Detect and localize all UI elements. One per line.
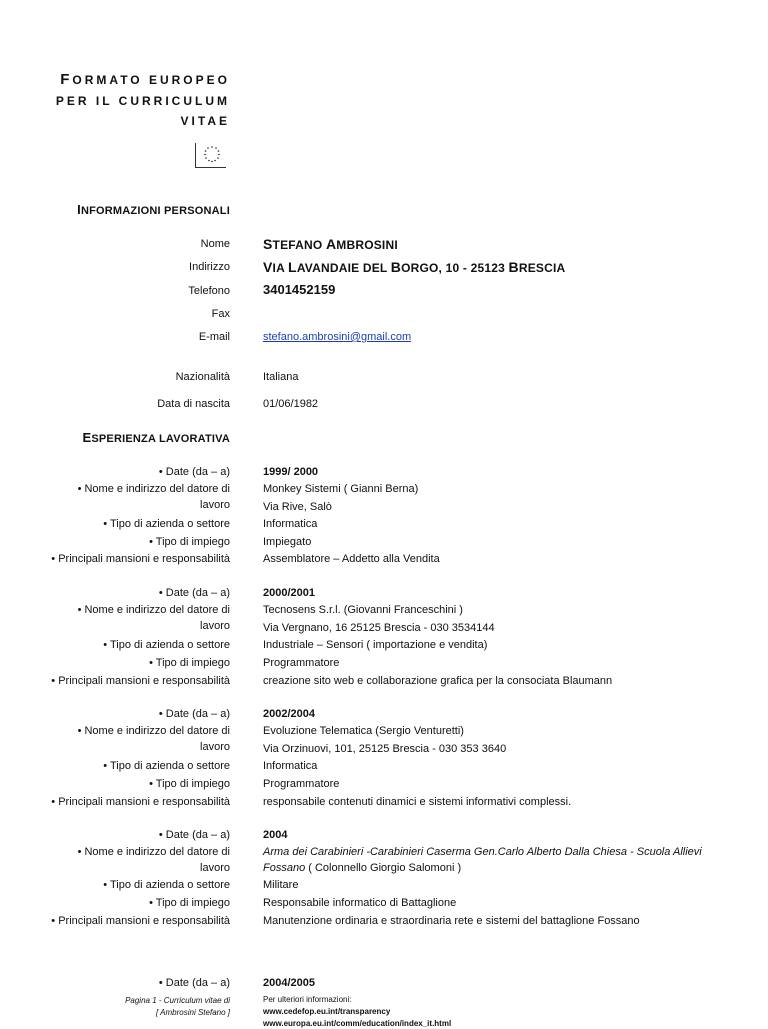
- entry-date: 2000/2001: [263, 587, 315, 599]
- employer-label-2: lavoro: [200, 741, 230, 753]
- addr-part: V: [263, 259, 273, 275]
- date-label: • Date (da – a): [158, 466, 230, 478]
- cv-title-line-1: [60, 73, 230, 87]
- nationality-value: Italiana: [263, 371, 299, 383]
- job-label: • Tipo di impiego: [149, 897, 230, 909]
- entry-address: Via Orzinuovi, 101, 25125 Brescia - 030 353 3640: [263, 743, 507, 755]
- birthdate-value: 01/06/1982: [263, 398, 319, 410]
- addr-part: ORGO, 10 - 25123: [401, 261, 509, 275]
- nationality-label: Nazionalità: [175, 371, 230, 383]
- entry-address: Via Vergnano, 16 25125 Brescia - 030 3534144: [263, 622, 495, 634]
- entry-sector: Informatica: [263, 760, 318, 772]
- name-initial-2: A: [325, 236, 337, 252]
- email-link[interactable]: stefano.ambrosini@gmail.com: [263, 331, 412, 343]
- heading-rest: NFORMAZIONI PERSONALI: [80, 205, 230, 217]
- addr-part: B: [508, 259, 519, 275]
- entry-date: 1999/ 2000: [263, 466, 319, 478]
- entry-date: 2004: [263, 829, 288, 841]
- address-label: Indirizzo: [189, 261, 230, 273]
- sector-label: • Tipo di azienda o settore: [103, 639, 230, 651]
- footer-page-line-1: Pagina 1 - Curriculum vitae di: [125, 996, 230, 1005]
- email-value: [263, 329, 733, 345]
- entry-job: Impiegato: [263, 536, 312, 548]
- employer-label: • Nome e indirizzo del datore di: [77, 483, 230, 495]
- entry-employer: Evoluzione Telematica (Sergio Venturetti): [263, 725, 464, 737]
- name-initial-1: S: [263, 236, 273, 252]
- address-value: [263, 259, 733, 276]
- birthdate-label: Data di nascita: [157, 398, 230, 410]
- work-experience-heading: [82, 430, 230, 445]
- title-rest: ORMATO EUROPEO: [72, 73, 230, 87]
- entry-employer: Arma dei Carabinieri -Carabinieri Caserma Gen.Carlo Alberto Dalla Chiesa - Scuola Allievi: [263, 846, 702, 858]
- entry-sector: Informatica: [263, 518, 318, 530]
- entry-employer: Tecnosens S.r.l. (Giovanni Franceschini ): [263, 604, 463, 616]
- addr-part: B: [390, 259, 402, 275]
- entry-duties: Assemblatore – Addetto alla Vendita: [263, 553, 440, 565]
- duties-label: • Principali mansioni e responsabilità: [51, 675, 230, 687]
- employer-label-2: lavoro: [200, 862, 230, 874]
- footer-page-line-2: [ Ambrosini Stefano ]: [156, 1008, 230, 1017]
- title-initial: F: [60, 71, 73, 88]
- name-label: Nome: [200, 238, 230, 250]
- entry-duties: Manutenzione ordinaria e straordinaria rete e sistemi del battaglione Fossano: [263, 915, 640, 927]
- duties-label: • Principali mansioni e responsabilità: [51, 915, 230, 927]
- phone-value: 3401452159: [263, 282, 336, 297]
- heading-rest: SPERIENZA LAVORATIVA: [91, 433, 230, 445]
- employer-label: • Nome e indirizzo del datore di: [77, 725, 230, 737]
- addr-part: IA: [272, 261, 289, 275]
- employer-label: • Nome e indirizzo del datore di: [77, 846, 230, 858]
- name-rest-2: MBROSINI: [336, 238, 398, 252]
- entry-job: Programmatore: [263, 657, 340, 669]
- addr-part: L: [288, 259, 297, 275]
- entry-duties: creazione sito web e collaborazione grafica per la consociata Blaumann: [263, 675, 613, 687]
- entry-date: 2004/2005: [263, 977, 315, 989]
- date-label: • Date (da – a): [158, 708, 230, 720]
- addr-part: RESCIA: [518, 261, 566, 275]
- entry-address: [263, 860, 733, 876]
- addr-part: AVANDAIE DEL: [296, 261, 391, 275]
- phone-label: Telefono: [188, 285, 230, 297]
- job-label: • Tipo di impiego: [149, 536, 230, 548]
- footer-info-line-2: www.cedefop.eu.int/transparency: [263, 1007, 391, 1016]
- cv-title-line-3: VITAE: [180, 114, 230, 128]
- sector-label: • Tipo di azienda o settore: [103, 760, 230, 772]
- name-value: [263, 236, 733, 253]
- duties-label: • Principali mansioni e responsabilità: [51, 796, 230, 808]
- duties-label: • Principali mansioni e responsabilità: [51, 553, 230, 565]
- entry-job: Responsabile informatico di Battaglione: [263, 897, 457, 909]
- date-label: • Date (da – a): [158, 829, 230, 841]
- cv-title-line-2: PER IL CURRICULUM: [55, 94, 230, 108]
- personal-info-heading: [77, 202, 230, 217]
- date-label: • Date (da – a): [158, 587, 230, 599]
- sector-label: • Tipo di azienda o settore: [103, 879, 230, 891]
- entry-duties: responsabile contenuti dinamici e sistemi informativi complessi.: [263, 796, 572, 808]
- date-label: • Date (da – a): [158, 977, 230, 989]
- job-label: • Tipo di impiego: [149, 778, 230, 790]
- email-label: E-mail: [198, 331, 230, 343]
- entry-date: 2002/2004: [263, 708, 315, 720]
- entry-employer: Monkey Sistemi ( Gianni Berna): [263, 483, 419, 495]
- entry-address-italic: Fossano: [263, 862, 306, 874]
- sector-label: • Tipo di azienda o settore: [103, 518, 230, 530]
- entry-job: Programmatore: [263, 778, 340, 790]
- employer-label-2: lavoro: [200, 499, 230, 511]
- name-rest-1: TEFANO: [272, 238, 326, 252]
- entry-address: Via Rive, Salò: [263, 501, 332, 513]
- footer-info-line-3: www.europa.eu.int/comm/education/index_it.html: [263, 1019, 452, 1028]
- heading-initial: E: [82, 430, 92, 445]
- employer-label: • Nome e indirizzo del datore di: [77, 604, 230, 616]
- entry-sector: Militare: [263, 879, 299, 891]
- job-label: • Tipo di impiego: [149, 657, 230, 669]
- heading-initial: I: [77, 202, 81, 217]
- eu-flag-icon: [195, 143, 226, 168]
- footer-info-line-1: Per ulteriori informazioni:: [263, 995, 352, 1004]
- entry-sector: Industriale – Sensori ( importazione e vendita): [263, 639, 488, 651]
- fax-label: Fax: [211, 308, 230, 320]
- employer-label-2: lavoro: [200, 620, 230, 632]
- entry-address-rest: ( Colonnello Giorgio Salomoni ): [305, 862, 462, 874]
